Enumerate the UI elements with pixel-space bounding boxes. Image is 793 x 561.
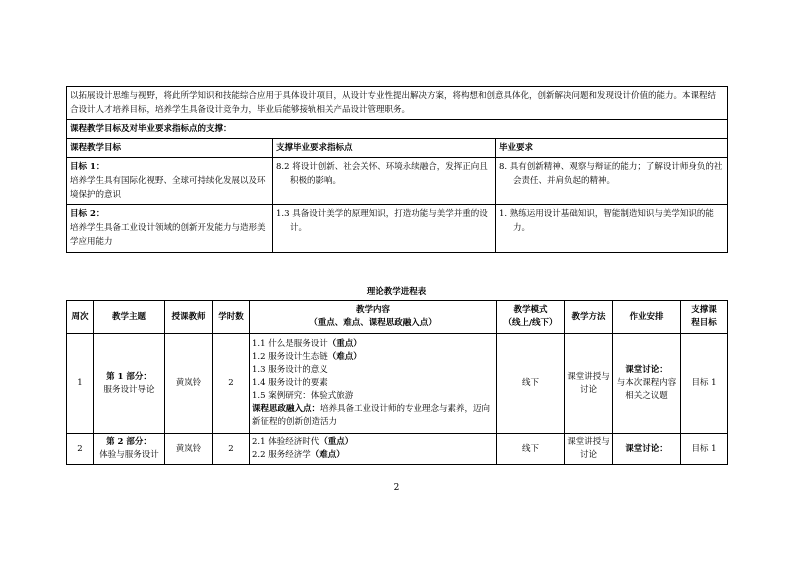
content-line: 1.3 服务设计的意义 <box>252 365 328 375</box>
goal-title: 目标 1： <box>70 162 105 172</box>
header-mode <box>497 301 565 334</box>
mode-cell: 线下 <box>497 334 565 434</box>
objective-row <box>67 205 728 253</box>
schedule-header-row <box>67 301 728 334</box>
goal-text: 培养学生具有国际化视野、全球可持续化发展以及环境保护的意识 <box>70 176 266 200</box>
header-content-line1: 教学内容 <box>355 305 390 315</box>
hours-cell: 2 <box>213 334 250 434</box>
topic-cell <box>94 434 165 465</box>
objective-row <box>67 158 728 205</box>
support-cell: 目标 1 <box>681 434 728 465</box>
indicator-text: 1.3 具备设计美学的原理知识，打造功能与美学并重的设计。 <box>276 209 488 233</box>
header-topic: 教学主题 <box>94 301 165 334</box>
homework-cell <box>613 434 681 465</box>
schedule-row <box>67 334 728 434</box>
header-support-line2: 程目标 <box>691 318 717 328</box>
ideology-point: 课程思政融入点：培养具备工业设计师的专业理念与素养，迈向新征程的创新创造活力 <box>252 404 491 427</box>
content-line: 1.4 服务设计的要素 <box>252 378 328 388</box>
goal-text: 培养学生具备工业设计领域的创新开发能力与造形美学应用能力 <box>70 223 266 247</box>
indicator-cell <box>273 158 496 205</box>
support-cell: 目标 1 <box>681 334 728 434</box>
objectives-table <box>66 86 728 253</box>
content-line: 1.2 服务设计生态链（难点） <box>252 352 362 362</box>
topic-part: 第 2 部分： <box>106 437 152 447</box>
topic-text: 服务设计导论 <box>103 384 155 395</box>
homework-label: 课堂讨论： <box>625 443 668 454</box>
content-line: 2.2 服务经济学（难点） <box>252 450 345 460</box>
method-cell: 课堂讲授与讨论 <box>565 334 613 434</box>
topic-cell <box>94 334 165 434</box>
method-cell: 课堂讲授与讨论 <box>565 434 613 465</box>
homework-text: 与本次课程内容相关之议题 <box>616 378 677 401</box>
content-line: 2.1 体验经济时代（重点） <box>252 437 354 447</box>
header-hours: 学时数 <box>213 301 250 334</box>
requirement-text: 1. 熟练运用设计基础知识，智能制造知识与美学知识的能力。 <box>499 209 714 233</box>
content-line: 1.1 什么是服务设计（重点） <box>252 339 362 349</box>
goal-title: 目标 2： <box>70 209 105 219</box>
schedule-row <box>67 434 728 465</box>
header-homework: 作业安排 <box>613 301 681 334</box>
intro-text: 以拓展设计思维与视野，将此所学知识和技能综合应用于具体设计项目，从设计专业性提出解决方案，将构想和创意具体化，创新解决问题和发现设计价值的能力。本课程结合设计人才培养目标，培养学生具备设计竞争力，毕业后能够接轨相关产品设计管理职务。 <box>67 87 728 120</box>
page-number: 2 <box>393 483 400 493</box>
header-mode-line1: 教学模式 <box>513 305 548 315</box>
mode-cell: 线下 <box>497 434 565 465</box>
homework-cell <box>613 334 681 434</box>
topic-text: 体验与服务设计 <box>99 450 159 460</box>
indicator-cell <box>273 205 496 253</box>
requirement-cell <box>496 158 728 205</box>
goal-cell <box>67 205 273 253</box>
header-content <box>250 301 497 334</box>
content-line: 1.5 案例研究：体验式旅游 <box>252 391 354 401</box>
indicator-text: 8.2 将设计创新、社会关怀、环境永续融合，发挥正向且积极的影响。 <box>276 162 488 186</box>
header-content-line2: （重点、难点、课程思政融入点） <box>309 318 437 328</box>
header-requirement: 毕业要求 <box>496 139 728 158</box>
goal-cell <box>67 158 273 205</box>
header-mode-line2: （线上/线下） <box>503 318 558 328</box>
hours-cell: 2 <box>213 434 250 465</box>
header-teacher: 授课教师 <box>165 301 213 334</box>
week-cell: 1 <box>67 334 94 434</box>
teacher-cell: 黄岚铃 <box>165 434 213 465</box>
schedule-title: 理论教学进程表 <box>366 287 427 297</box>
header-week: 周次 <box>67 301 94 334</box>
requirement-cell <box>496 205 728 253</box>
header-course-goal: 课程教学目标 <box>67 139 273 158</box>
header-support-line1: 支撑课 <box>691 305 717 315</box>
content-cell <box>250 434 497 465</box>
header-support <box>681 301 728 334</box>
schedule-table <box>66 300 728 465</box>
content-cell <box>250 334 497 434</box>
header-method: 教学方法 <box>565 301 613 334</box>
topic-part: 第 1 部分： <box>106 371 152 382</box>
teacher-cell: 黄岚铃 <box>165 334 213 434</box>
header-indicator: 支撑毕业要求指标点 <box>273 139 496 158</box>
homework-label: 课堂讨论： <box>625 365 668 375</box>
objectives-section-title: 课程教学目标及对毕业要求指标点的支撑： <box>67 120 728 139</box>
week-cell: 2 <box>67 434 94 465</box>
requirement-text: 8. 具有创新精神、观察与辩证的能力；了解设计师身负的社会责任、并肩负起的精神。 <box>499 162 723 186</box>
